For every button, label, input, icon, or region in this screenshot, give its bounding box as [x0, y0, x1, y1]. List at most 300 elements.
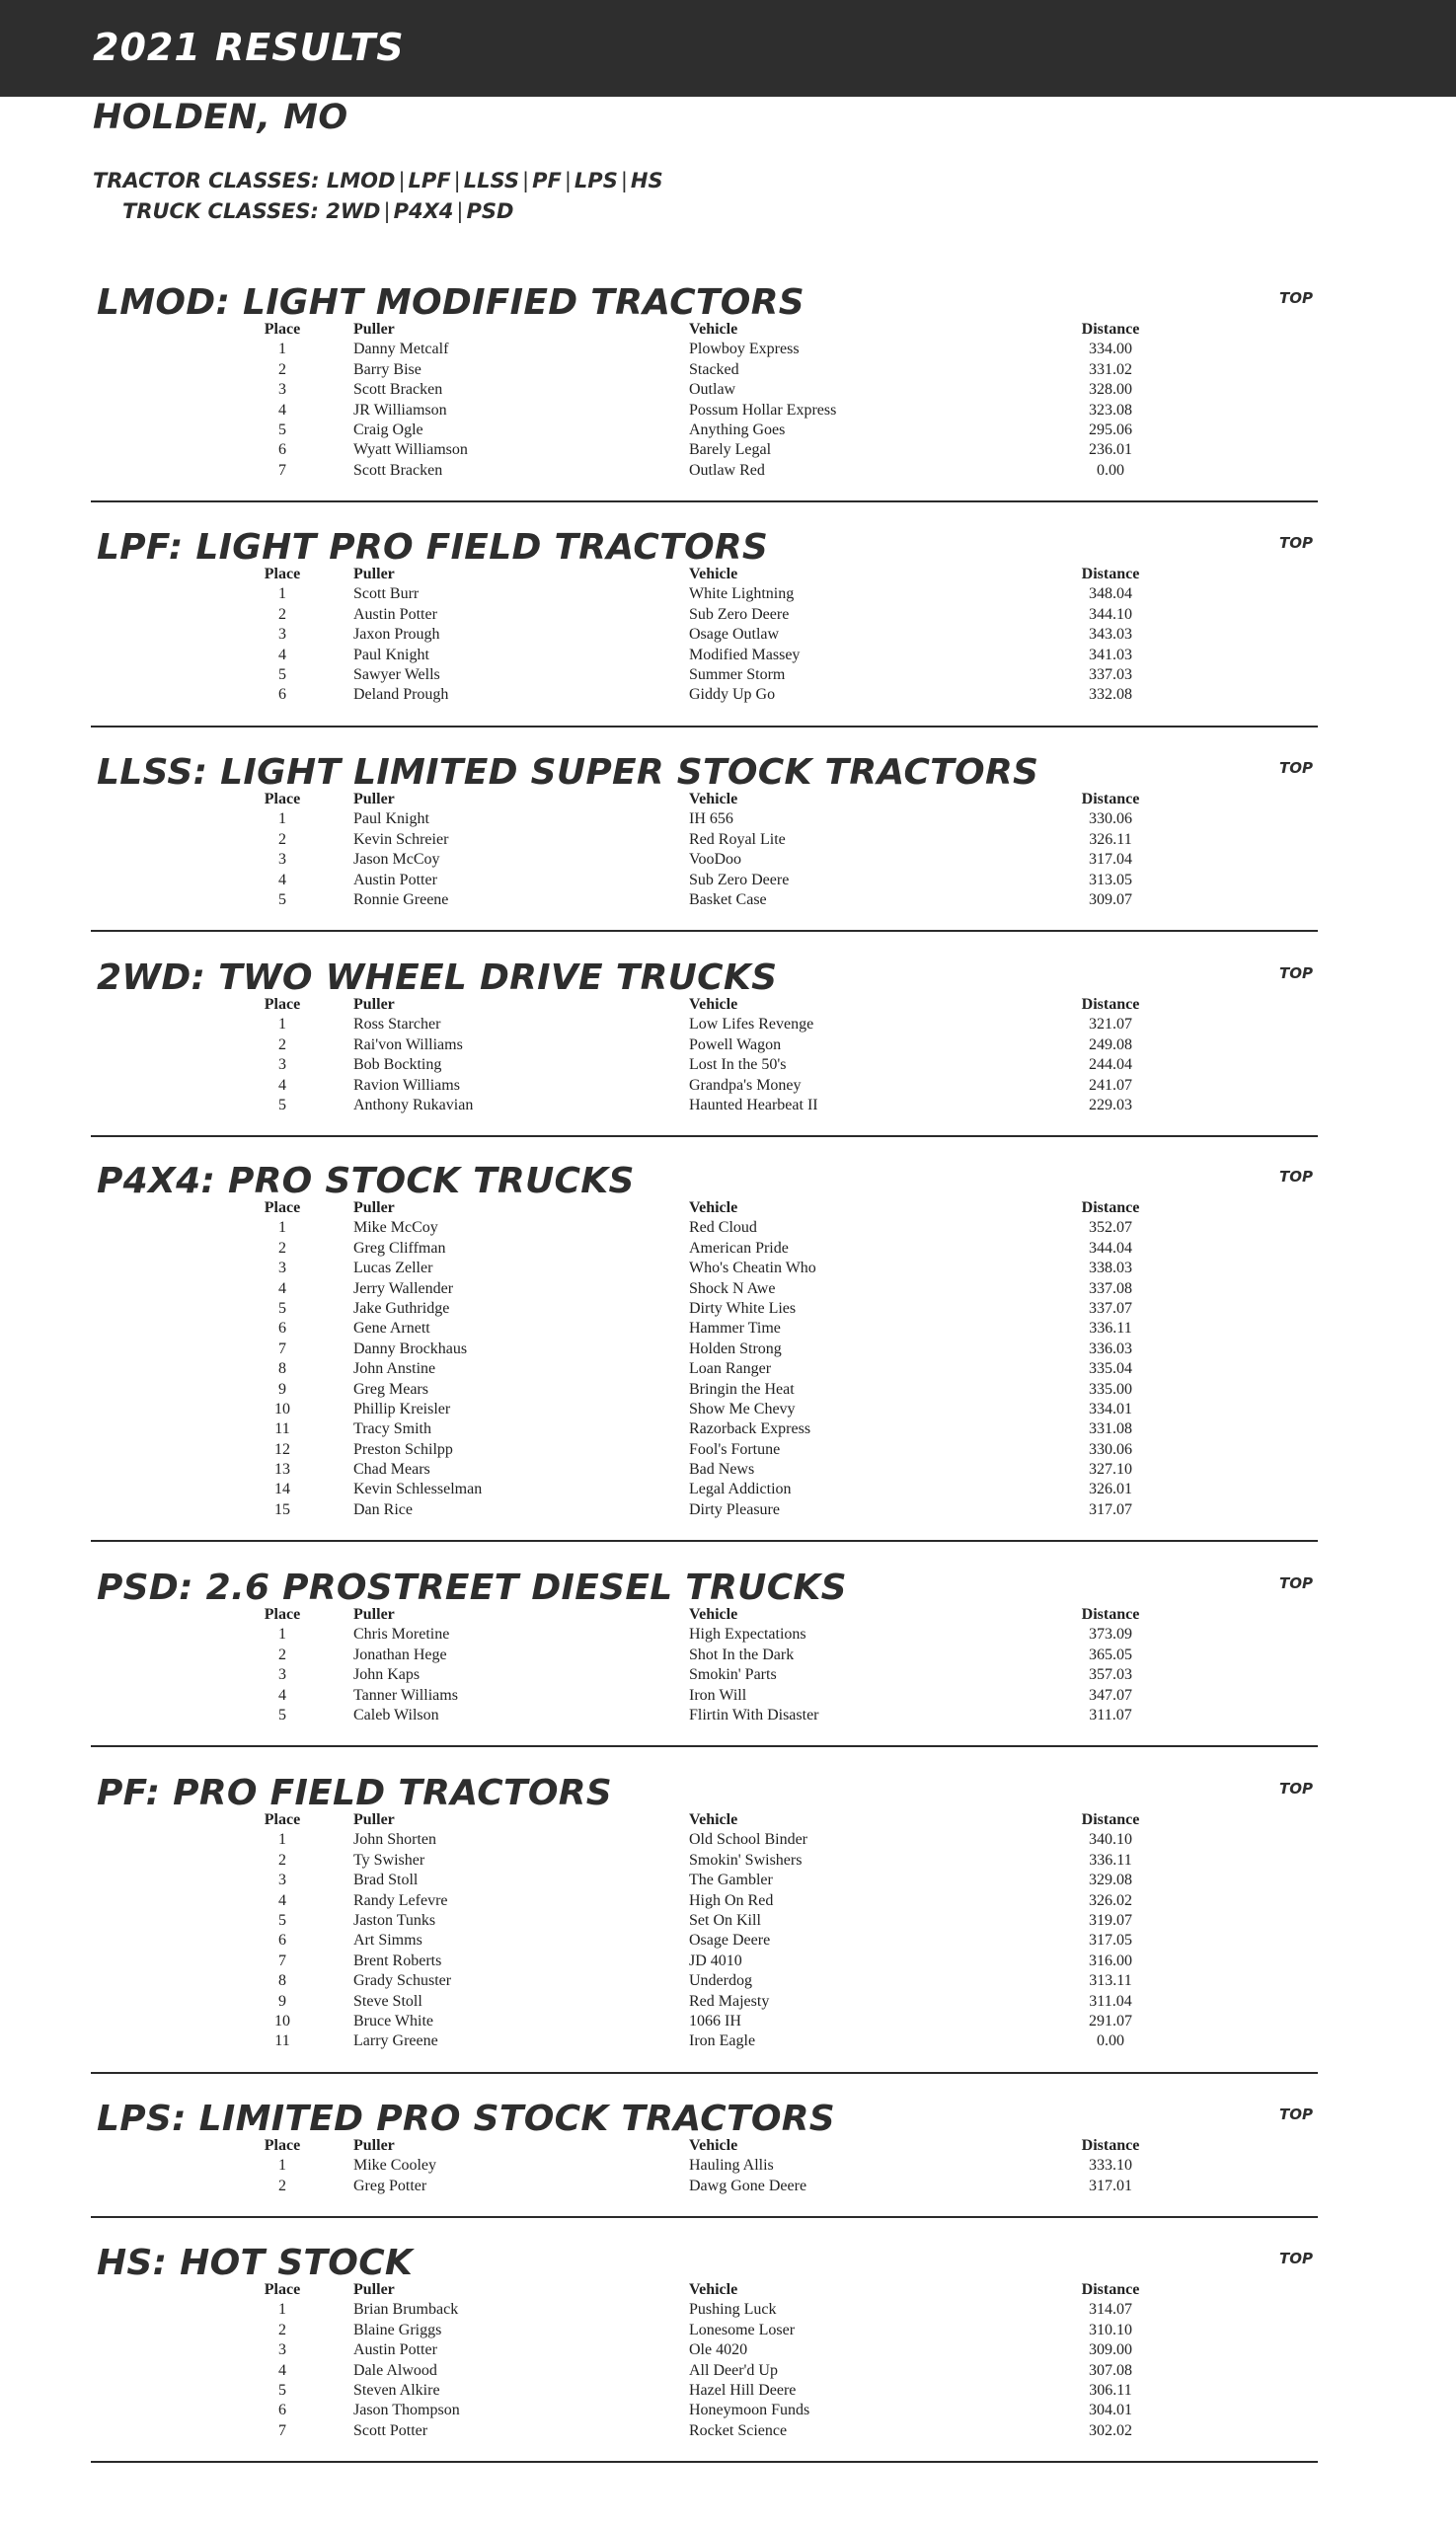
vehicle-cell: Ole 4020	[689, 2341, 748, 2359]
vehicle-cell: Honeymoon Funds	[689, 2402, 810, 2419]
page-title: 2021 RESULTS	[93, 26, 405, 69]
column-header-vehicle: Vehicle	[689, 566, 738, 582]
place-cell: 6	[278, 1932, 286, 1950]
distance-cell: 321.07	[1089, 1016, 1132, 1034]
class-link-hs[interactable]: HS	[630, 169, 663, 192]
place-cell: 1	[278, 2301, 286, 2319]
table-row	[0, 421, 1456, 440]
distance-cell: 319.07	[1089, 1911, 1132, 1929]
distance-cell: 304.01	[1089, 2402, 1132, 2419]
distance-cell: 337.08	[1089, 1279, 1132, 1297]
distance-cell: 334.00	[1089, 341, 1132, 358]
column-header-puller: Puller	[353, 2137, 395, 2154]
table-row	[0, 2300, 1456, 2320]
table-row	[0, 890, 1456, 910]
section-divider	[91, 500, 1318, 502]
table-row	[0, 380, 1456, 400]
distance-cell: 241.07	[1089, 1076, 1132, 1094]
distance-cell: 313.05	[1089, 871, 1132, 888]
class-link-2wd[interactable]: 2WD	[326, 199, 381, 223]
distance-cell: 323.08	[1089, 401, 1132, 419]
puller-cell: Danny Metcalf	[353, 341, 449, 358]
table-row	[0, 2031, 1456, 2051]
table-row	[0, 605, 1456, 625]
table-row	[0, 1239, 1456, 1259]
table-row	[0, 830, 1456, 850]
table-row	[0, 584, 1456, 604]
table-row	[0, 440, 1456, 460]
table-row	[0, 2401, 1456, 2420]
place-cell: 13	[274, 1461, 290, 1479]
column-header-vehicle: Vehicle	[689, 791, 738, 807]
place-cell: 12	[274, 1440, 290, 1458]
distance-cell: 0.00	[1097, 2032, 1124, 2050]
class-link-pf[interactable]: PF	[532, 169, 562, 192]
distance-cell: 307.08	[1089, 2361, 1132, 2379]
place-cell: 7	[278, 1340, 286, 1357]
back-to-top-link[interactable]: TOP	[1279, 289, 1313, 307]
column-header-place: Place	[264, 566, 301, 582]
vehicle-cell: Stacked	[689, 360, 739, 378]
place-cell: 3	[278, 2341, 286, 2359]
distance-cell: 310.10	[1089, 2321, 1132, 2338]
vehicle-cell: Smokin' Swishers	[689, 1851, 803, 1869]
place-cell: 3	[278, 1872, 286, 1889]
back-to-top-link[interactable]: TOP	[1279, 534, 1313, 552]
place-cell: 6	[278, 686, 286, 704]
distance-cell: 365.05	[1089, 1646, 1132, 1663]
column-header-puller: Puller	[353, 791, 395, 807]
class-link-psd[interactable]: PSD	[466, 199, 514, 223]
distance-cell: 328.00	[1089, 381, 1132, 399]
puller-cell: Larry Greene	[353, 2032, 438, 2050]
column-header-place: Place	[264, 2281, 301, 2298]
table-row	[0, 1665, 1456, 1685]
distance-cell: 340.10	[1089, 1831, 1132, 1849]
vehicle-cell: 1066 IH	[689, 2012, 741, 2029]
header-bar	[0, 0, 1456, 97]
puller-cell: Dan Rice	[353, 1500, 413, 1518]
vehicle-cell: Possum Hollar Express	[689, 401, 837, 419]
section-title: HS: HOT STOCK	[97, 2243, 414, 2283]
table-header-row	[0, 1198, 1456, 1218]
puller-cell: Deland Prough	[353, 686, 449, 704]
class-link-p4x4[interactable]: P4X4	[393, 199, 454, 223]
puller-cell: Brian Brumback	[353, 2301, 459, 2319]
section-divider	[91, 1745, 1318, 1747]
column-header-distance: Distance	[1081, 1606, 1140, 1623]
table-row	[0, 2012, 1456, 2031]
place-cell: 5	[278, 421, 286, 438]
column-header-place: Place	[264, 791, 301, 807]
place-cell: 9	[278, 1992, 286, 2010]
section-title: LLSS: LIGHT LIMITED SUPER STOCK TRACTORS	[97, 752, 1039, 793]
truck-classes-label: TRUCK CLASSES:	[122, 199, 319, 223]
place-cell: 14	[274, 1481, 290, 1498]
table-row	[0, 2177, 1456, 2196]
column-header-place: Place	[264, 2137, 301, 2154]
place-cell: 4	[278, 871, 286, 888]
section-divider	[91, 2461, 1318, 2463]
distance-cell: 326.02	[1089, 1891, 1132, 1909]
puller-cell: Lucas Zeller	[353, 1260, 433, 1277]
column-header-vehicle: Vehicle	[689, 1199, 738, 1216]
table-row	[0, 2361, 1456, 2381]
puller-cell: JR Williamson	[353, 401, 447, 419]
table-row	[0, 1911, 1456, 1931]
puller-cell: Jaxon Prough	[353, 626, 440, 644]
vehicle-cell: Grandpa's Money	[689, 1076, 802, 1094]
column-header-puller: Puller	[353, 1606, 395, 1623]
class-link-lps[interactable]: LPS	[574, 169, 618, 192]
column-header-puller: Puller	[353, 321, 395, 338]
column-header-vehicle: Vehicle	[689, 1811, 738, 1828]
distance-cell: 334.01	[1089, 1400, 1132, 1417]
puller-cell: John Shorten	[353, 1831, 436, 1849]
place-cell: 5	[278, 890, 286, 908]
results-table	[0, 2136, 1456, 2196]
vehicle-cell: Bringin the Heat	[689, 1380, 795, 1398]
truck-class-links	[326, 199, 513, 223]
distance-cell: 302.02	[1089, 2421, 1132, 2439]
place-cell: 5	[278, 2381, 286, 2399]
column-header-place: Place	[264, 996, 301, 1013]
distance-cell: 330.06	[1089, 810, 1132, 828]
distance-cell: 244.04	[1089, 1056, 1132, 1074]
section-divider	[91, 1540, 1318, 1542]
results-table	[0, 565, 1456, 706]
vehicle-cell: Show Me Chevy	[689, 1400, 796, 1417]
column-header-distance: Distance	[1081, 996, 1140, 1013]
puller-cell: Scott Bracken	[353, 381, 443, 399]
distance-cell: 330.06	[1089, 1440, 1132, 1458]
table-row	[0, 1992, 1456, 2012]
puller-cell: Danny Brockhaus	[353, 1340, 468, 1357]
class-link-separator: |	[564, 169, 572, 192]
class-link-separator: |	[453, 169, 461, 192]
distance-cell: 236.01	[1089, 441, 1132, 459]
vehicle-cell: Summer Storm	[689, 665, 786, 683]
vehicle-cell: Shot In the Dark	[689, 1646, 795, 1663]
distance-cell: 357.03	[1089, 1666, 1132, 1684]
column-header-puller: Puller	[353, 996, 395, 1013]
distance-cell: 326.11	[1089, 830, 1132, 848]
puller-cell: Chris Moretine	[353, 1626, 450, 1644]
vehicle-cell: Sub Zero Deere	[689, 871, 790, 888]
place-cell: 6	[278, 2402, 286, 2419]
place-cell: 4	[278, 401, 286, 419]
vehicle-cell: High Expectations	[689, 1626, 806, 1644]
back-to-top-link[interactable]: TOP	[1279, 1780, 1313, 1798]
vehicle-cell: Sub Zero Deere	[689, 605, 790, 623]
place-cell: 4	[278, 1891, 286, 1909]
puller-cell: Phillip Kreisler	[353, 1400, 451, 1417]
place-cell: 1	[278, 1016, 286, 1034]
puller-cell: John Anstine	[353, 1360, 436, 1378]
table-header-row	[0, 2136, 1456, 2156]
vehicle-cell: Giddy Up Go	[689, 686, 776, 704]
column-header-distance: Distance	[1081, 1199, 1140, 1216]
vehicle-cell: Old School Binder	[689, 1831, 807, 1849]
back-to-top-link[interactable]: TOP	[1279, 2106, 1313, 2123]
back-to-top-link[interactable]: TOP	[1279, 1574, 1313, 1592]
distance-cell: 335.04	[1089, 1360, 1132, 1378]
place-cell: 3	[278, 381, 286, 399]
tractor-class-links	[327, 169, 663, 192]
vehicle-cell: Hazel Hill Deere	[689, 2381, 797, 2399]
puller-cell: Kevin Schreier	[353, 830, 449, 848]
puller-cell: Jake Guthridge	[353, 1299, 450, 1317]
column-header-puller: Puller	[353, 1199, 395, 1216]
results-table	[0, 1810, 1456, 2052]
distance-cell: 343.03	[1089, 626, 1132, 644]
vehicle-cell: Fool's Fortune	[689, 1440, 781, 1458]
class-link-llss[interactable]: LLSS	[463, 169, 520, 192]
puller-cell: Steven Alkire	[353, 2381, 440, 2399]
vehicle-cell: JD 4010	[689, 1952, 742, 1969]
class-link-lpf[interactable]: LPF	[408, 169, 451, 192]
distance-cell: 336.11	[1089, 1320, 1132, 1338]
table-row	[0, 2421, 1456, 2441]
vehicle-cell: Shock N Awe	[689, 1279, 776, 1297]
table-row	[0, 1400, 1456, 1419]
place-cell: 4	[278, 1076, 286, 1094]
column-header-distance: Distance	[1081, 2281, 1140, 2298]
vehicle-cell: High On Red	[689, 1891, 774, 1909]
vehicle-cell: Bad News	[689, 1461, 755, 1479]
table-row	[0, 2156, 1456, 2176]
puller-cell: Chad Mears	[353, 1461, 430, 1479]
table-row	[0, 1440, 1456, 1460]
distance-cell: 331.08	[1089, 1420, 1132, 1438]
place-cell: 3	[278, 1666, 286, 1684]
distance-cell: 311.07	[1089, 1706, 1132, 1723]
vehicle-cell: Low Lifes Revenge	[689, 1016, 814, 1034]
puller-cell: Ross Starcher	[353, 1016, 441, 1034]
vehicle-cell: Haunted Hearbeat II	[689, 1096, 818, 1113]
vehicle-cell: Plowboy Express	[689, 341, 800, 358]
puller-cell: Greg Potter	[353, 2177, 427, 2194]
back-to-top-link[interactable]: TOP	[1279, 2250, 1313, 2267]
place-cell: 6	[278, 441, 286, 459]
place-cell: 10	[274, 2012, 290, 2029]
vehicle-cell: Hammer Time	[689, 1320, 781, 1338]
table-row	[0, 1931, 1456, 1951]
distance-cell: 317.05	[1089, 1932, 1132, 1950]
vehicle-cell: Pushing Luck	[689, 2301, 777, 2319]
table-row	[0, 1015, 1456, 1034]
table-row	[0, 360, 1456, 380]
puller-cell: Grady Schuster	[353, 1972, 452, 1990]
vehicle-cell: Red Majesty	[689, 1992, 770, 2010]
place-cell: 1	[278, 2157, 286, 2175]
table-row	[0, 2381, 1456, 2401]
vehicle-cell: The Gambler	[689, 1872, 773, 1889]
place-cell: 2	[278, 1035, 286, 1053]
table-row	[0, 1340, 1456, 1359]
puller-cell: Sawyer Wells	[353, 665, 440, 683]
distance-cell: 309.00	[1089, 2341, 1132, 2359]
column-header-distance: Distance	[1081, 2137, 1140, 2154]
place-cell: 9	[278, 1380, 286, 1398]
puller-cell: Ty Swisher	[353, 1851, 425, 1869]
table-header-row	[0, 995, 1456, 1015]
vehicle-cell: Modified Massey	[689, 646, 801, 663]
results-table	[0, 320, 1456, 481]
distance-cell: 344.04	[1089, 1239, 1132, 1257]
table-header-row	[0, 2280, 1456, 2300]
column-header-vehicle: Vehicle	[689, 2137, 738, 2154]
distance-cell: 229.03	[1089, 1096, 1132, 1113]
puller-cell: Greg Cliffman	[353, 1239, 446, 1257]
table-row	[0, 2321, 1456, 2340]
results-table	[0, 1198, 1456, 1520]
column-header-vehicle: Vehicle	[689, 996, 738, 1013]
table-row	[0, 461, 1456, 481]
table-header-row	[0, 320, 1456, 340]
column-header-puller: Puller	[353, 566, 395, 582]
section-divider	[91, 1135, 1318, 1137]
section-title: LPS: LIMITED PRO STOCK TRACTORS	[97, 2099, 836, 2139]
puller-cell: Scott Burr	[353, 585, 420, 603]
puller-cell: Scott Potter	[353, 2421, 428, 2439]
distance-cell: 0.00	[1097, 461, 1124, 479]
place-cell: 2	[278, 2321, 286, 2338]
place-cell: 3	[278, 1260, 286, 1277]
table-row	[0, 1319, 1456, 1339]
puller-cell: Art Simms	[353, 1932, 422, 1950]
puller-cell: Rai'von Williams	[353, 1035, 463, 1053]
column-header-vehicle: Vehicle	[689, 1606, 738, 1623]
table-row	[0, 1055, 1456, 1075]
table-header-row	[0, 790, 1456, 809]
table-row	[0, 1871, 1456, 1890]
place-cell: 2	[278, 1851, 286, 1869]
table-row	[0, 1035, 1456, 1055]
back-to-top-link[interactable]: TOP	[1279, 1168, 1313, 1186]
table-row	[0, 1218, 1456, 1238]
puller-cell: Preston Schilpp	[353, 1440, 453, 1458]
place-cell: 4	[278, 1279, 286, 1297]
place-cell: 6	[278, 1320, 286, 1338]
puller-cell: Brad Stoll	[353, 1872, 419, 1889]
distance-cell: 291.07	[1089, 2012, 1132, 2029]
table-header-row	[0, 1605, 1456, 1625]
puller-cell: Paul Knight	[353, 646, 429, 663]
column-header-vehicle: Vehicle	[689, 321, 738, 338]
distance-cell: 306.11	[1089, 2381, 1132, 2399]
vehicle-cell: Legal Addiction	[689, 1481, 792, 1498]
puller-cell: Jason Thompson	[353, 2402, 460, 2419]
results-table	[0, 790, 1456, 910]
table-row	[0, 2340, 1456, 2360]
vehicle-cell: Dirty White Lies	[689, 1299, 797, 1317]
column-header-distance: Distance	[1081, 1811, 1140, 1828]
puller-cell: Jerry Wallender	[353, 1279, 454, 1297]
table-row	[0, 1480, 1456, 1499]
place-cell: 3	[278, 626, 286, 644]
place-cell: 1	[278, 1219, 286, 1237]
distance-cell: 344.10	[1089, 605, 1132, 623]
class-link-lmod[interactable]: LMOD	[326, 169, 396, 192]
place-cell: 1	[278, 810, 286, 828]
table-row	[0, 1279, 1456, 1299]
place-cell: 3	[278, 1056, 286, 1074]
column-header-place: Place	[264, 321, 301, 338]
class-link-separator: |	[522, 169, 530, 192]
column-header-place: Place	[264, 1199, 301, 1216]
vehicle-cell: Smokin' Parts	[689, 1666, 777, 1684]
vehicle-cell: IH 656	[689, 810, 733, 828]
section-divider	[91, 726, 1318, 727]
table-row	[0, 1460, 1456, 1480]
vehicle-cell: Hauling Allis	[689, 2157, 774, 2175]
vehicle-cell: Who's Cheatin Who	[689, 1260, 816, 1277]
table-header-row	[0, 565, 1456, 584]
table-row	[0, 1625, 1456, 1645]
place-cell: 5	[278, 665, 286, 683]
distance-cell: 347.07	[1089, 1686, 1132, 1704]
section-title: P4X4: PRO STOCK TRUCKS	[97, 1161, 635, 1201]
vehicle-cell: Red Royal Lite	[689, 830, 786, 848]
vehicle-cell: All Deer'd Up	[689, 2361, 778, 2379]
distance-cell: 317.01	[1089, 2177, 1132, 2194]
puller-cell: Brent Roberts	[353, 1952, 442, 1969]
back-to-top-link[interactable]: TOP	[1279, 759, 1313, 777]
table-row	[0, 1646, 1456, 1665]
distance-cell: 336.03	[1089, 1340, 1132, 1357]
vehicle-cell: American Pride	[689, 1239, 789, 1257]
puller-cell: Austin Potter	[353, 871, 437, 888]
back-to-top-link[interactable]: TOP	[1279, 964, 1313, 982]
puller-cell: Bob Bockting	[353, 1056, 442, 1074]
vehicle-cell: Outlaw Red	[689, 461, 765, 479]
vehicle-cell: Dawg Gone Deere	[689, 2177, 807, 2194]
table-row	[0, 871, 1456, 890]
distance-cell: 332.08	[1089, 686, 1132, 704]
distance-cell: 333.10	[1089, 2157, 1132, 2175]
table-row	[0, 1096, 1456, 1115]
vehicle-cell: Set On Kill	[689, 1911, 761, 1929]
distance-cell: 314.07	[1089, 2301, 1132, 2319]
puller-cell: Dale Alwood	[353, 2361, 437, 2379]
table-row	[0, 1851, 1456, 1871]
section-title: LPF: LIGHT PRO FIELD TRACTORS	[97, 527, 769, 568]
table-header-row	[0, 1810, 1456, 1830]
section-divider	[91, 2216, 1318, 2218]
place-cell: 2	[278, 1646, 286, 1663]
results-table	[0, 2280, 1456, 2441]
place-cell: 5	[278, 1299, 286, 1317]
distance-cell: 326.01	[1089, 1481, 1132, 1498]
distance-cell: 316.00	[1089, 1952, 1132, 1969]
puller-cell: John Kaps	[353, 1666, 421, 1684]
distance-cell: 341.03	[1089, 646, 1132, 663]
vehicle-cell: Osage Outlaw	[689, 626, 780, 644]
section-title: PSD: 2.6 PROSTREET DIESEL TRUCKS	[97, 1568, 847, 1608]
table-row	[0, 1380, 1456, 1400]
section-title: LMOD: LIGHT MODIFIED TRACTORS	[97, 282, 805, 323]
vehicle-cell: Razorback Express	[689, 1420, 811, 1438]
section-divider	[91, 2072, 1318, 2074]
table-row	[0, 1076, 1456, 1096]
results-table	[0, 1605, 1456, 1725]
column-header-puller: Puller	[353, 1811, 395, 1828]
puller-cell: Austin Potter	[353, 605, 437, 623]
vehicle-cell: Red Cloud	[689, 1219, 757, 1237]
puller-cell: Steve Stoll	[353, 1992, 422, 2010]
puller-cell: Mike McCoy	[353, 1219, 438, 1237]
